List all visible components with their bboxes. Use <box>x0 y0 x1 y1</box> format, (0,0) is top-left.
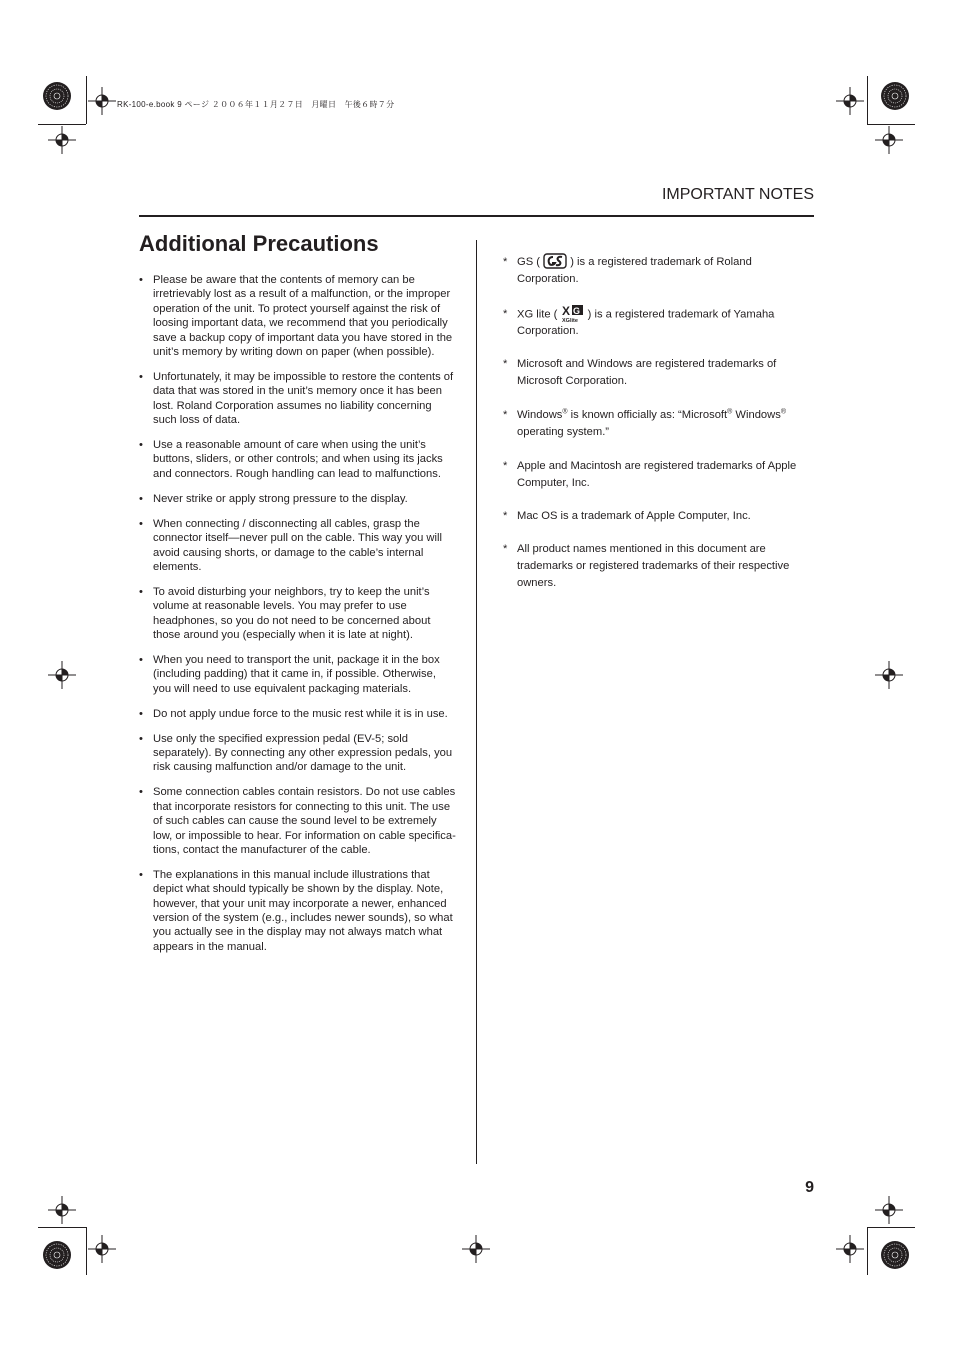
asterisk-icon: * <box>503 256 508 268</box>
crop-mark <box>38 124 86 125</box>
bullet-icon: • <box>139 492 143 505</box>
asterisk-icon: * <box>503 358 508 371</box>
registered-mark: ® <box>780 408 786 416</box>
note-macos <box>503 508 815 525</box>
list-item-text: The explanations in this manual include illustrations that depict what should typically be shown by the display. Note, however, that your unit may incorporate a newer, enhanced version of the system (e.g., includes newer sounds), so what you actually see in the display may not always match what appears in the manual. <box>153 868 453 953</box>
registration-rosette-icon <box>880 1240 910 1270</box>
list-item <box>139 785 457 857</box>
registration-mark-icon <box>836 1235 864 1263</box>
bullet-icon: • <box>139 274 143 286</box>
list-item <box>139 370 457 428</box>
note-windows-text: is known officially as: “Microsoft <box>567 409 728 422</box>
gs-logo-icon <box>543 253 567 269</box>
crop-mark <box>867 124 915 125</box>
registration-mark-icon <box>88 87 116 115</box>
crop-mark <box>867 1227 868 1275</box>
list-item-text: To avoid disturbing your neighbors, try to keep the unit’s volume at reasonable levels. You may prefer to use headphones, so you do not need to be concerned about those around you (especially when it is late at night). <box>153 585 431 642</box>
asterisk-icon: * <box>503 460 508 473</box>
registration-mark-icon <box>88 1235 116 1263</box>
note-xg-before: XG lite ( <box>517 308 558 321</box>
list-item-text: Do not apply undue force to the music rest while it is in use. <box>153 707 448 720</box>
note-apple <box>503 458 815 492</box>
crop-mark <box>38 1227 86 1228</box>
list-item <box>139 517 457 575</box>
registration-mark-icon <box>462 1235 490 1263</box>
bullet-icon: • <box>139 732 143 745</box>
bullet-icon: • <box>139 370 143 383</box>
note-all-text: All product names mentioned in this document are trademarks or registered trademarks of their respective owners. <box>517 543 790 590</box>
registration-mark-icon <box>48 1196 76 1224</box>
bullet-icon: • <box>139 585 143 598</box>
crop-mark <box>86 76 87 124</box>
note-windows-text: Windows <box>732 409 781 422</box>
registration-mark-icon <box>875 126 903 154</box>
note-windows-text: operating system.” <box>517 426 610 439</box>
crop-mark <box>867 1227 915 1228</box>
list-item <box>139 732 457 775</box>
list-item-text: Use a reasonable amount of care when using the unit’s buttons, sliders, or other controls; and when using its jacks and connectors. Rough handling can lead to malfunctions. <box>153 439 443 480</box>
list-item <box>139 653 457 696</box>
xg-lite-logo-icon <box>561 303 585 323</box>
note-macos-text: Mac OS is a trademark of Apple Computer, Inc. <box>517 510 751 523</box>
column-divider <box>476 240 477 1164</box>
note-apple-text: Apple and Macintosh are registered trademarks of Apple Computer, Inc. <box>517 460 797 490</box>
list-item-text: When connecting / disconnecting all cables, grasp the connector itself—never pull on the cable. This way you will avoid causing shorts, or damage to the cable’s internal elements. <box>153 517 442 573</box>
list-item-text: Use only the specified expression pedal (EV-5; sold separately). By connecting any other expression pedals, you risk causing malfunction and/or damage to the unit. <box>153 732 453 774</box>
registration-mark-icon <box>48 126 76 154</box>
print-slug: RK-100-e.book 9 ページ ２００６年１１月２７日 月曜日 午後６時７分 <box>117 100 395 109</box>
registration-rosette-icon <box>42 1240 72 1270</box>
note-gs <box>503 254 815 288</box>
registration-mark-icon <box>48 661 76 689</box>
crop-mark <box>867 76 868 124</box>
xg-lite-logo-text: XGlite <box>561 318 578 323</box>
note-microsoft-text: Microsoft and Windows are registered trademarks of Microsoft Corporation. <box>517 358 777 388</box>
registration-rosette-icon <box>880 81 910 111</box>
registration-rosette-icon <box>42 81 72 111</box>
page-number: 9 <box>805 1179 814 1196</box>
registered-mark: ® <box>727 408 733 416</box>
list-item-text: When you need to transport the unit, package it in the box (including padding) that it came in, if possible. Otherwise, you will need to use equivalent packaging materials. <box>153 653 440 695</box>
asterisk-icon: * <box>503 308 508 320</box>
registered-mark: ® <box>562 408 568 416</box>
section-title: Additional Precautions <box>139 231 379 256</box>
note-xg-after: ) is a registered trademark of Yamaha Corporation. <box>517 308 775 338</box>
list-item-text: Some connection cables contain resistors. Do not use cables that incorporate resistors for connecting to this unit. The use of such cables can cause the sound level to be extremely low, or impossible to hear. For information on cable specifica-tions, contact the manufacturer of the cable. <box>153 786 456 856</box>
list-item <box>139 707 457 721</box>
note-all <box>503 541 815 592</box>
svg-text:X: X <box>561 304 570 318</box>
bullet-icon: • <box>139 439 143 452</box>
note-xg <box>503 306 815 340</box>
bullet-icon: • <box>139 868 143 881</box>
note-windows-text: Windows <box>517 409 563 422</box>
precautions-list <box>139 273 457 965</box>
note-microsoft <box>503 356 815 390</box>
registration-mark-icon <box>836 87 864 115</box>
list-item-text: Please be aware that the contents of memory can be irretrievably lost as a result of a malfunction, or the improper operation of the unit. To protect yourself against the risk of loosing important data, we recommend that you periodically save a backup copy of important data you have stored in the unit’s memory by writing down on paper (when possible). <box>153 274 453 359</box>
note-gs-before: GS ( <box>517 256 540 268</box>
bullet-icon: • <box>139 707 143 720</box>
crop-mark <box>86 1227 87 1275</box>
list-item <box>139 492 457 506</box>
header-rule <box>139 215 814 217</box>
registration-mark-icon <box>875 1196 903 1224</box>
asterisk-icon: * <box>503 543 508 556</box>
asterisk-icon: * <box>503 510 508 523</box>
list-item <box>139 273 457 359</box>
list-item <box>139 868 457 954</box>
note-windows <box>503 407 815 441</box>
bullet-icon: • <box>139 653 143 666</box>
note-gs-after: ) is a registered trademark of Roland Corporation. <box>517 256 752 285</box>
list-item-text: Unfortunately, it may be impossible to restore the contents of data that was stored in the unit’s memory once it has been lost. Roland Corporation assumes no liability concerning such loss of data. <box>153 370 454 427</box>
registration-mark-icon <box>875 661 903 689</box>
svg-text:G: G <box>572 306 580 316</box>
trademark-notes <box>503 254 815 592</box>
bullet-icon: • <box>139 786 143 799</box>
list-item-text: Never strike or apply strong pressure to the display. <box>153 492 408 505</box>
asterisk-icon: * <box>503 409 508 422</box>
list-item <box>139 585 457 643</box>
bullet-icon: • <box>139 517 143 530</box>
list-item <box>139 438 457 481</box>
running-header: IMPORTANT NOTES <box>661 186 814 203</box>
